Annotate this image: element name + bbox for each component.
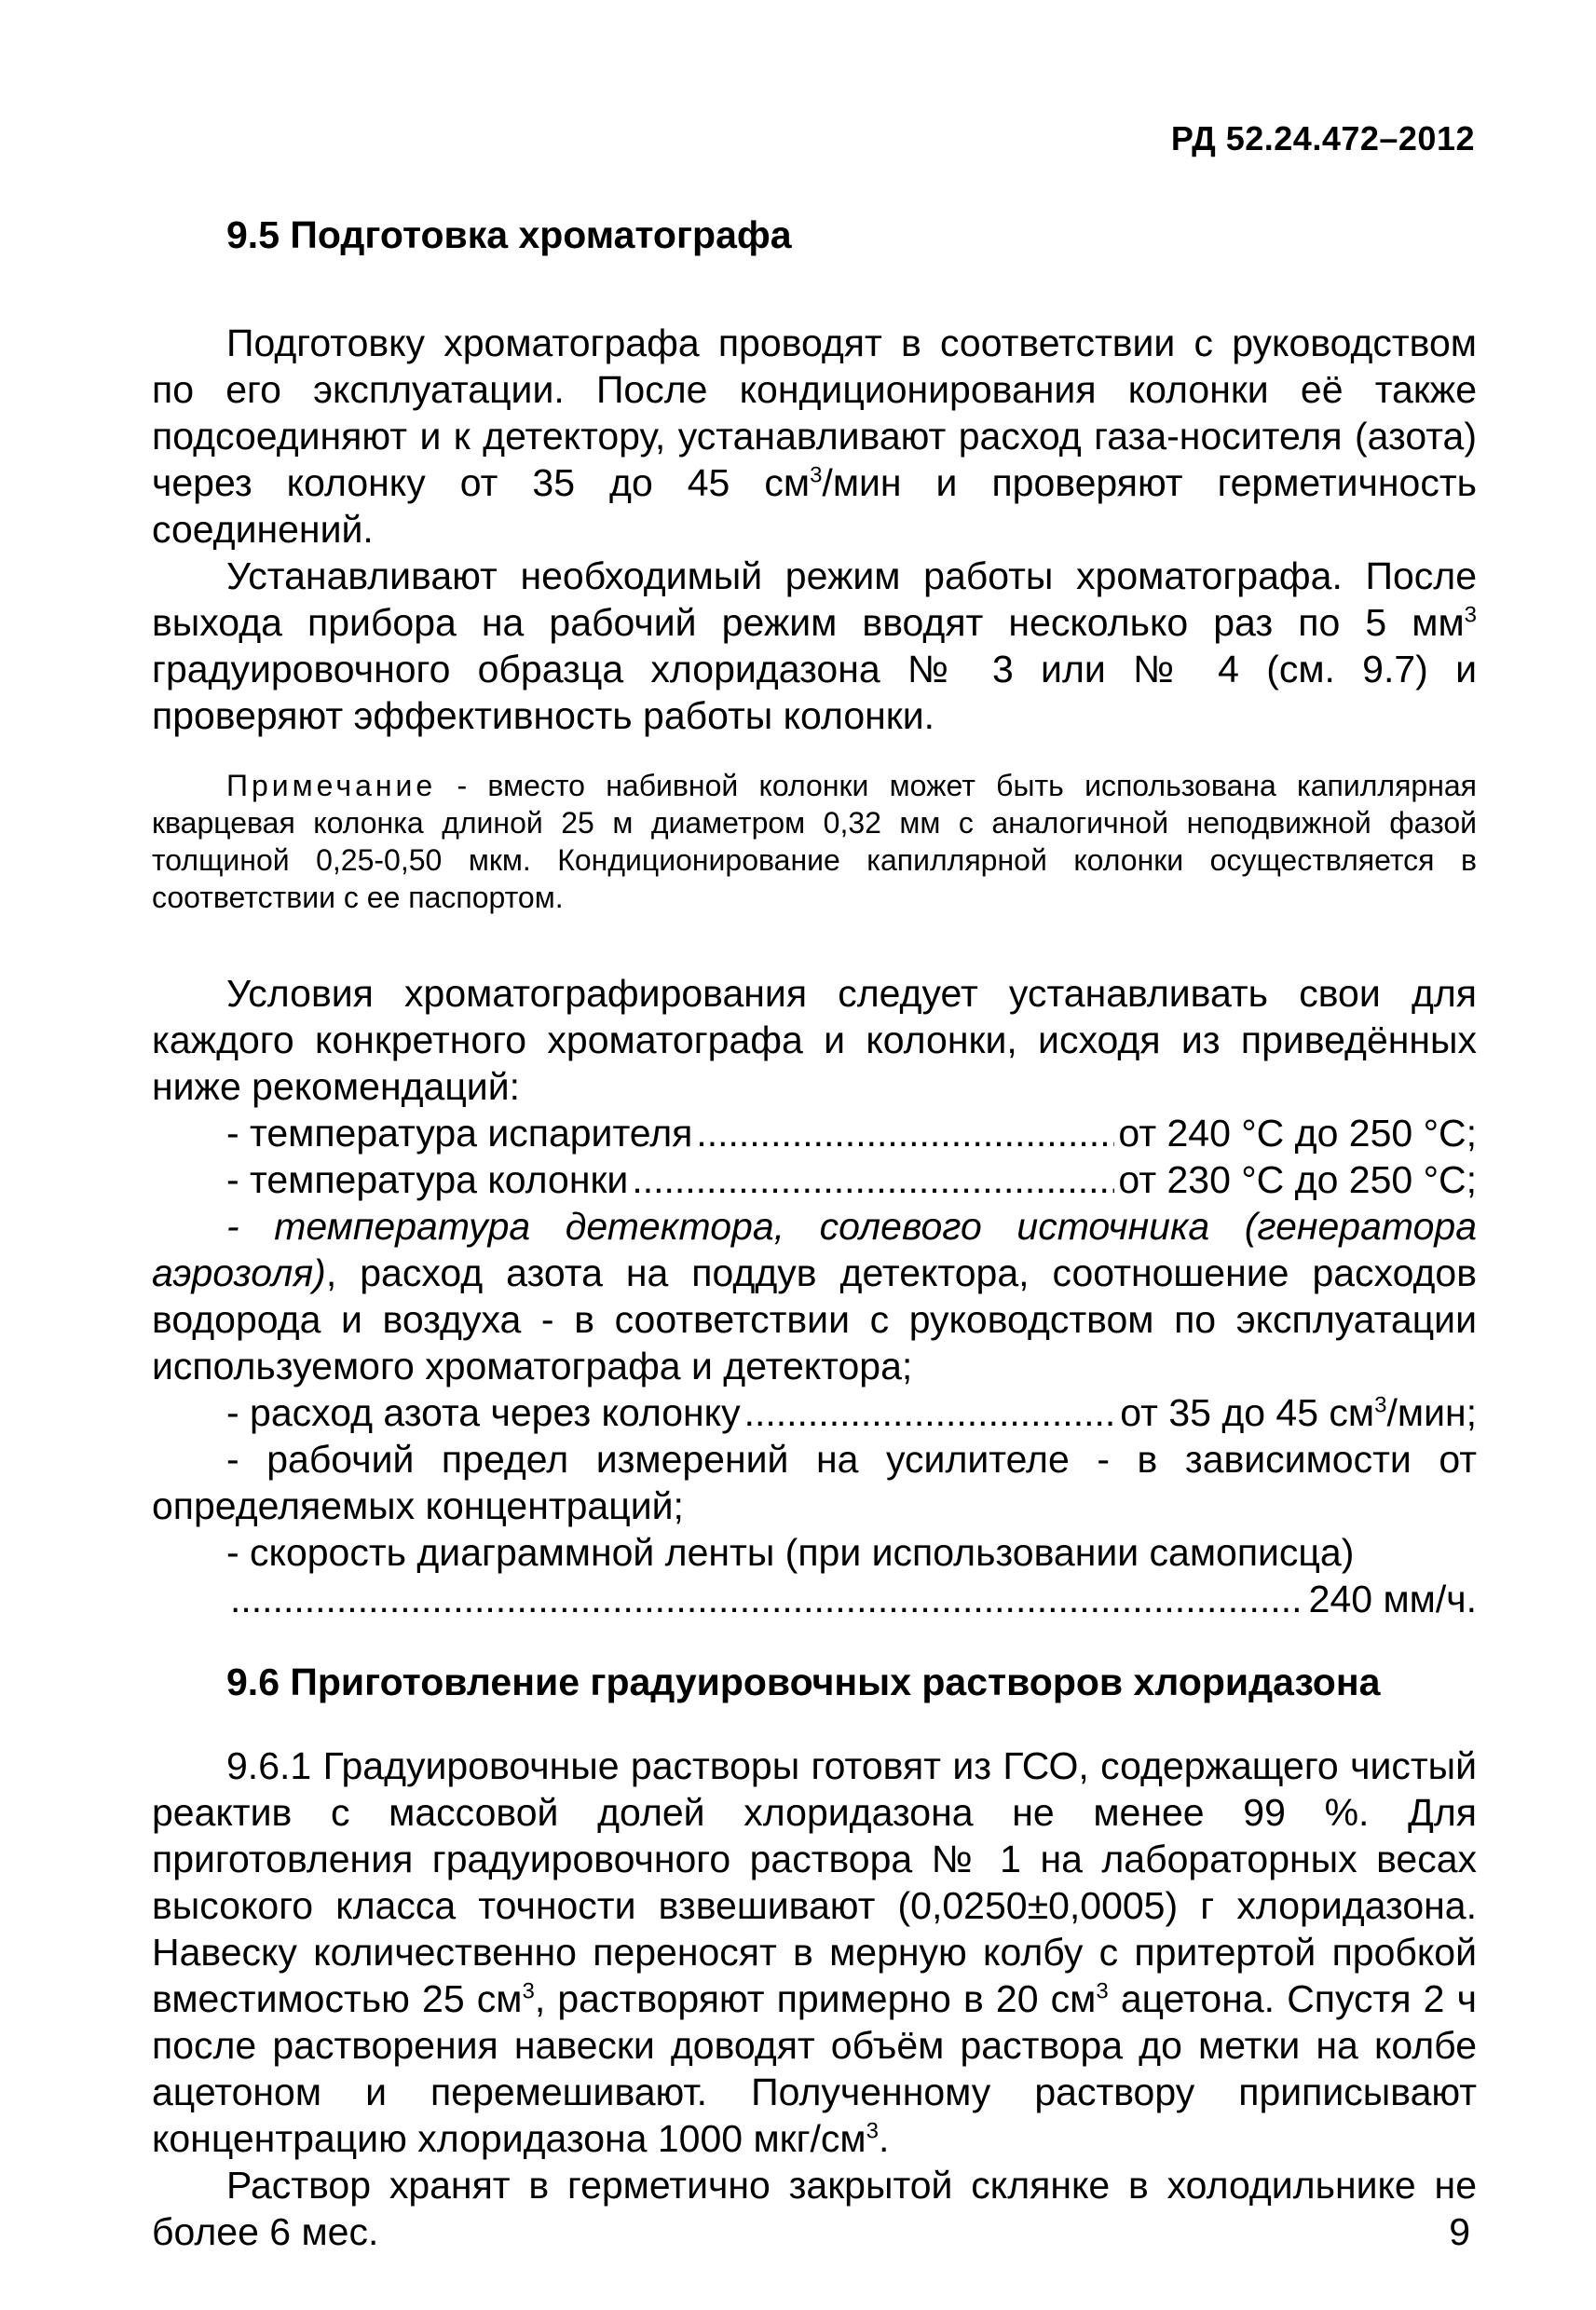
page-number: 9 — [1449, 2210, 1470, 2253]
list-item-text: , расход азота на поддув детектора, соотношение расходов водорода и воздуха - в соответствии с руководством по эксплуатации используемого хроматографа и детектора; — [152, 1251, 1477, 1388]
superscript: 3 — [1464, 602, 1477, 628]
paragraph-text: ацетона. Спустя 2 ч после растворения навески доводят объём раствора до метки на колбе ацетоном и перемешивают. Полученному раствору приписывают концентрацию хлоридазона 1000 мкг/см — [152, 1977, 1477, 2161]
superscript: 3 — [522, 1978, 535, 2004]
paragraph-text: 9.6.1 Градуировочные растворы готовят из ГСО, содержащего чистый реактив с массовой долей хлоридазона не менее 99 %. Для приготовления градуировочного раствора № 1 на лабораторных весах высокого класса точности взвешивают (0,0250±0,0005) г хлоридазона. Навеску количественно переносят в мерную колбу с притертой пробкой вместимостью 25 см — [152, 1744, 1477, 2021]
section-9-5-paragraph-1 — [152, 320, 1477, 553]
note-paragraph — [152, 767, 1477, 916]
section-9-6-paragraph-2: Раствор хранят в герметично закрытой склянке в холодильнике не более 6 мес. — [152, 2164, 1477, 2254]
italic-text: - температура детектора, солевого источника (генератора аэрозоля) — [152, 1205, 1477, 1295]
list-item-detector-temp — [152, 1203, 1477, 1389]
section-9-6-paragraph-1 — [152, 1743, 1477, 2162]
list-item-nitrogen-flow — [226, 1389, 1477, 1436]
superscript: 3 — [1374, 1392, 1387, 1418]
list-item-value — [1120, 1389, 1477, 1436]
value-text: от 35 до 45 см — [1120, 1391, 1375, 1435]
note-text: - вместо набивной колонки может быть использована капиллярная кварцевая колонка длиной 25 м диаметром 0,32 мм с аналогичной неподвижной фазой толщиной 0,25-0,50 мкм. Кондиционирование капиллярной колонки осуществляется в соответствии с ее паспортом. — [152, 769, 1477, 915]
paragraph-text: , растворяют примерно в 20 см — [534, 1977, 1097, 2021]
dot-leader — [696, 1110, 1114, 1156]
list-item-chart-speed-label: - скорость диаграммной ленты (при использовании самописца) — [226, 1531, 1355, 1575]
superscript: 3 — [1096, 1978, 1109, 2004]
dot-leader — [230, 1576, 1305, 1622]
superscript: 3 — [810, 462, 823, 488]
list-item-value: от 230 °С до 250 °С; — [1118, 1158, 1477, 1202]
dot-leader — [744, 1389, 1117, 1436]
page-content — [152, 212, 1477, 2255]
list-item-evaporator-temp — [226, 1110, 1477, 1156]
document-code: РД 52.24.472–2012 — [1170, 119, 1475, 157]
note-label: Примечание — [226, 769, 437, 803]
superscript: 3 — [866, 2118, 879, 2144]
section-9-5-heading: 9.5 Подготовка хроматографа — [226, 213, 792, 256]
list-item-chart-speed-value — [226, 1576, 1477, 1622]
paragraph-text: . — [878, 2117, 890, 2161]
paragraph-text: /мин и проверяют герметичность соединений. — [152, 461, 1477, 552]
paragraph-text: Устанавливают необходимый режим работы хроматографа. После выхода прибора на рабочий режим вводят несколько раз по 5 мм — [152, 554, 1477, 645]
list-item-label: - температура колонки — [226, 1158, 629, 1202]
section-9-5-paragraph-2 — [152, 553, 1477, 739]
list-item-column-temp — [226, 1156, 1477, 1203]
section-9-5-paragraph-3: Условия хроматографирования следует устанавливать свои для каждого конкретного хроматографа и колонки, исходя из приведённых ниже рекомендаций: — [152, 972, 1477, 1109]
list-item-value: 240 мм/ч. — [1308, 1578, 1477, 1621]
dot-leader — [632, 1156, 1114, 1203]
section-9-6-heading: 9.6 Приготовление градуировочных растворов хлоридазона — [226, 1661, 1381, 1704]
list-item-measurement-range: - рабочий предел измерений на усилителе - в зависимости от определяемых концентраций; — [152, 1438, 1477, 1528]
paragraph-text: градуировочного образца хлоридазона № 3 или № 4 (см. 9.7) и проверяют эффективность работы колонки. — [152, 648, 1477, 738]
value-text: /мин; — [1386, 1391, 1477, 1435]
list-item-value: от 240 °С до 250 °С; — [1118, 1112, 1477, 1155]
list-item-label: - расход азота через колонку — [226, 1391, 741, 1435]
list-item-label: - температура испарителя — [226, 1112, 693, 1155]
paragraph-text: Подготовку хроматографа проводят в соответствии с руководством по его эксплуатации. После кондиционирования колонки её также подсоединяют и к детектору, устанавливают расход газа-носителя (азота) через колонку от 35 до 45 см — [152, 321, 1477, 505]
